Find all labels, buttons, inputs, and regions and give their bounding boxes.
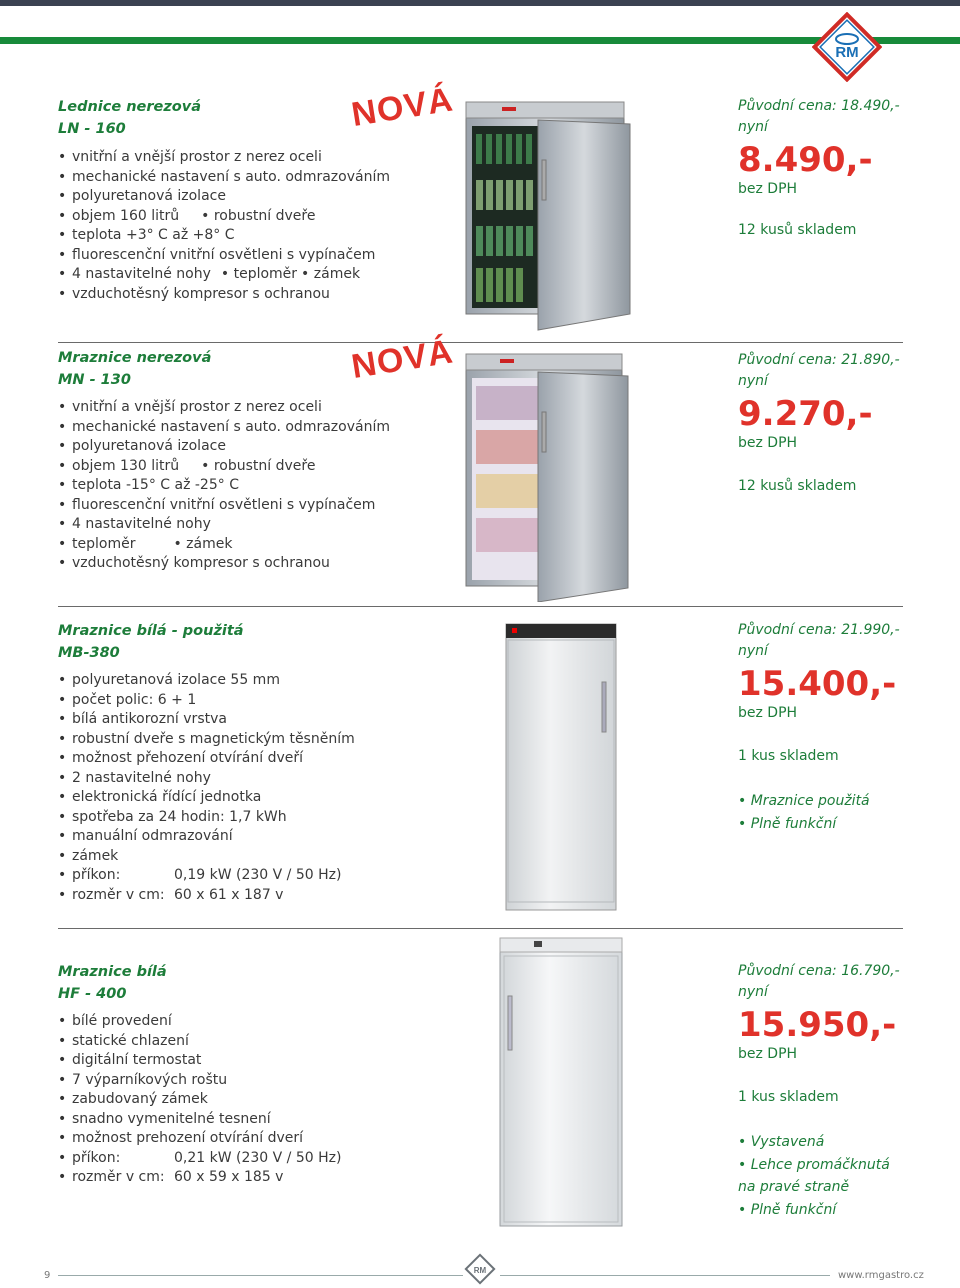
page-number: 9 — [44, 1270, 51, 1281]
stock-status: 12 kusů skladem — [738, 222, 857, 238]
list-item: • digitální termostat — [58, 1051, 341, 1071]
list-item: • zabudovaný zámek — [58, 1090, 341, 1110]
list-item: • polyuretanová izolace — [58, 187, 390, 207]
list-item: • polyuretanová izolace — [58, 437, 390, 457]
list-item: • vzduchotěsný kompresor s ochranou — [58, 285, 390, 305]
list-item: • rozměr v cm: 60 x 61 x 187 v — [58, 886, 355, 906]
list-item: • 2 nastavitelné nohy — [58, 769, 355, 789]
list-item: • elektronická řídící jednotka — [58, 788, 355, 808]
stock-status: 12 kusů skladem — [738, 478, 857, 494]
list-item: • mechanické nastavení s auto. odmrazováním — [58, 418, 390, 438]
list-item: • objem 130 litrů• robustní dveře — [58, 457, 390, 477]
list-item: • fluorescenční vnitřní osvětleni s vypínačem — [58, 246, 390, 266]
list-item: • teplota -15° C až -25° C — [58, 476, 390, 496]
list-item: • počet polic: 6 + 1 — [58, 691, 355, 711]
list-item: • rozměr v cm: 60 x 59 x 185 v — [58, 1168, 341, 1188]
footer-divider — [500, 1275, 830, 1276]
current-price: 9.270,- — [738, 394, 873, 434]
freezer-image — [494, 936, 626, 1228]
current-price: 15.950,- — [738, 1005, 897, 1045]
list-item: • snadno vymenitelné tesnení — [58, 1110, 341, 1130]
list-item: • vnitřní a vnější prostor z nerez oceli — [58, 148, 390, 168]
price-block: Původní cena: 16.790,- nyní 15.950,- bez DPH 1 kus skladem • Vystavená • Lehce promáčknutá na pravé straně • Plně funkční — [738, 961, 908, 1221]
list-item: • vzduchotěsný kompresor s ochranou — [58, 554, 390, 574]
current-price: 8.490,- — [738, 140, 873, 180]
feature-list — [58, 1012, 341, 1188]
freezer-image — [498, 622, 620, 912]
stock-status: 1 kus skladem — [738, 748, 839, 764]
list-item: • zámek — [58, 847, 355, 867]
svg-text:RM: RM — [473, 1266, 487, 1275]
section-divider — [58, 928, 903, 929]
fridge-image — [462, 100, 632, 332]
list-item: • statické chlazení — [58, 1032, 341, 1052]
list-item: • objem 160 litrů• robustní dveře — [58, 207, 390, 227]
freezer-image — [462, 352, 632, 602]
price-block: Původní cena: 21.990,- nyní 15.400,- bez DPH 1 kus skladem • Mraznice použitá • Plně funkční — [738, 620, 908, 835]
list-item: • příkon: 0,19 kW (230 V / 50 Hz) — [58, 866, 355, 886]
section-divider — [58, 342, 903, 343]
list-item: • fluorescenční vnitřní osvětleni s vypínačem — [58, 496, 390, 516]
list-item: • 4 nastavitelné nohy• teploměr• zámek — [58, 265, 390, 285]
feature-list — [58, 148, 390, 304]
top-bar — [0, 0, 960, 6]
list-item: • manuální odmrazování — [58, 827, 355, 847]
new-badge: NOVÁ — [348, 80, 456, 135]
stock-status: 1 kus skladem — [738, 1089, 839, 1105]
current-price: 15.400,- — [738, 664, 897, 704]
website-link[interactable]: www.rmgastro.cz — [838, 1270, 924, 1281]
logo-text: RM — [835, 44, 859, 61]
list-item: • 7 výparníkových roštu — [58, 1071, 341, 1091]
footer-divider — [58, 1275, 463, 1276]
section-divider — [58, 606, 903, 607]
list-item: • spotřeba za 24 hodin: 1,7 kWh — [58, 808, 355, 828]
condition-notes: • Mraznice použitá • Plně funkční — [738, 790, 908, 835]
product-title: Mraznice nerezová MN - 130 — [58, 350, 212, 388]
list-item: • vnitřní a vnější prostor z nerez oceli — [58, 398, 390, 418]
list-item: • bílá antikorozní vrstva — [58, 710, 355, 730]
list-item: • možnost přehození otvírání dveří — [58, 749, 355, 769]
product-title: Lednice nerezová LN - 160 — [58, 99, 202, 137]
rm-logo-icon — [812, 12, 882, 82]
condition-notes: • Vystavená • Lehce promáčknutá na pravé straně • Plně funkční — [738, 1131, 908, 1221]
product-title: Mraznice bílá - použitá MB-380 — [58, 623, 244, 661]
feature-list — [58, 398, 390, 574]
list-item: • 4 nastavitelné nohy — [58, 515, 390, 535]
list-item: • polyuretanová izolace 55 mm — [58, 671, 355, 691]
feature-list — [58, 671, 355, 905]
product-title: Mraznice bílá HF - 400 — [58, 964, 167, 1002]
price-block: Původní cena: 21.890,- nyní 9.270,- bez DPH 12 kusů skladem — [738, 350, 908, 494]
list-item: • teploměr• zámek — [58, 535, 390, 555]
price-block: Původní cena: 18.490,- nyní 8.490,- bez DPH 12 kusů skladem — [738, 96, 908, 238]
list-item: • teplota +3° C až +8° C — [58, 226, 390, 246]
list-item: • bílé provedení — [58, 1012, 341, 1032]
list-item: • mechanické nastavení s auto. odmrazováním — [58, 168, 390, 188]
rm-logo-icon — [463, 1252, 497, 1286]
list-item: • možnost prehození otvírání dverí — [58, 1129, 341, 1149]
new-badge: NOVÁ — [348, 332, 456, 387]
list-item: • robustní dveře s magnetickým těsněním — [58, 730, 355, 750]
list-item: • příkon: 0,21 kW (230 V / 50 Hz) — [58, 1149, 341, 1169]
